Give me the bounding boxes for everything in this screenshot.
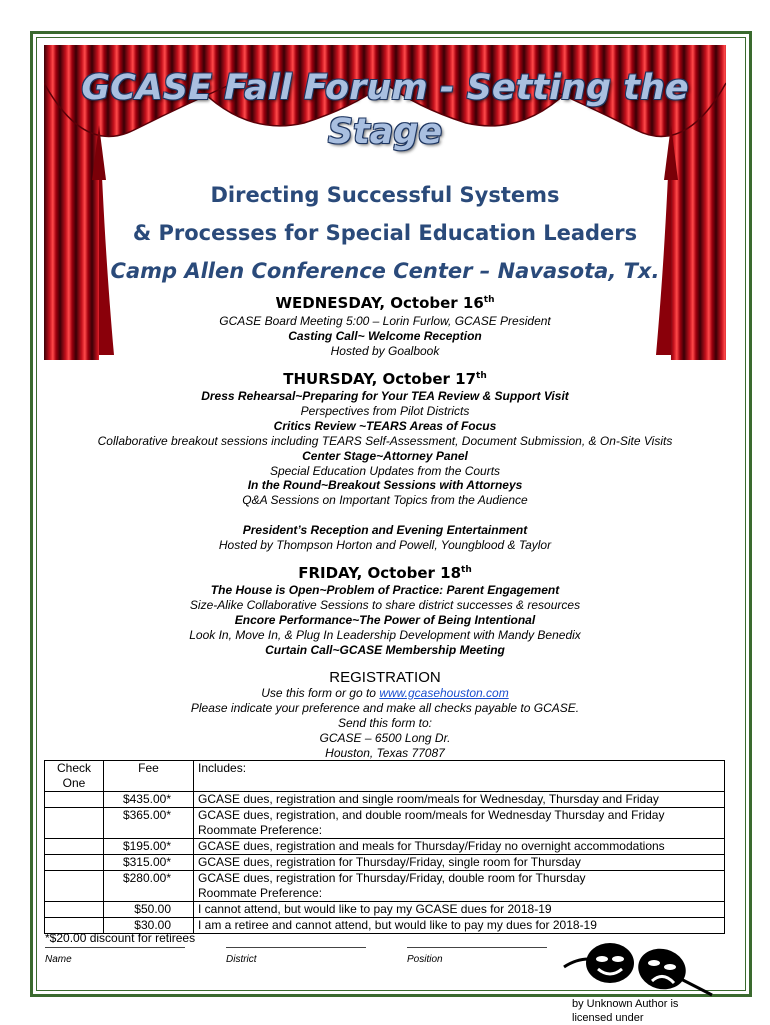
wednesday-agenda-line: Casting Call~ Welcome Reception xyxy=(288,328,482,343)
fee-header: Fee xyxy=(104,761,194,792)
includes-cell xyxy=(194,902,725,918)
includes-cell xyxy=(194,839,725,855)
fee-cell: $30.00 xyxy=(104,918,194,934)
event-title-line2: Stage xyxy=(327,112,443,152)
thursday-agenda-line: Dress Rehearsal~Preparing for Your TEA Review & Support Visit xyxy=(201,389,569,403)
fee-table-row xyxy=(45,808,725,839)
friday-agenda-line: Curtain Call~GCASE Membership Meeting xyxy=(265,642,505,657)
event-title-line1: GCASE Fall Forum - Setting the xyxy=(81,68,689,108)
gcase-website-link[interactable]: www.gcasehouston.com xyxy=(379,686,509,700)
friday-agenda-line: Size-Alike Collaborative Sessions to share district successes & resources xyxy=(189,597,581,612)
check-cell[interactable] xyxy=(45,902,104,918)
includes-line: GCASE dues, registration, and double room/meals for Wednesday Thursday and Friday xyxy=(198,808,665,822)
thursday-agenda-line: In the Round~Breakout Sessions with Attorneys xyxy=(247,478,523,493)
thursday-agenda-line: Center Stage~Attorney Panel xyxy=(302,448,468,463)
check-cell[interactable] xyxy=(45,839,104,855)
includes-line: GCASE dues, registration and meals for Thursday/Friday no overnight accommodations xyxy=(198,839,665,853)
check-cell[interactable] xyxy=(45,808,104,839)
fee-table-row xyxy=(45,871,725,902)
thursday-agenda-line xyxy=(44,508,726,523)
credit-line2: licensed under xyxy=(572,1012,644,1024)
fee-table-row xyxy=(45,839,725,855)
wednesday-agenda-line: GCASE Board Meeting 5:00 – Lorin Furlow, GCASE President xyxy=(219,314,551,328)
fee-cell: $195.00* xyxy=(104,839,194,855)
name-field[interactable] xyxy=(45,947,185,965)
credit-line1: by Unknown Author is xyxy=(572,998,679,1010)
district-label: District xyxy=(226,954,257,965)
fee-table-header xyxy=(45,761,725,792)
includes-cell xyxy=(194,792,725,808)
wednesday-agenda xyxy=(44,314,726,359)
image-credit xyxy=(572,997,722,1025)
thursday-agenda-line: Hosted by Thompson Horton and Powell, Youngblood & Taylor xyxy=(218,538,552,553)
thursday-agenda-line: President’s Reception and Evening Entertainment xyxy=(242,523,528,538)
fee-table xyxy=(44,760,725,934)
fee-table-row xyxy=(45,902,725,918)
friday-agenda-line: Encore Performance~The Power of Being Intentional xyxy=(234,612,536,627)
includes-cell xyxy=(194,808,725,839)
fee-cell: $50.00 xyxy=(104,902,194,918)
includes-header: Includes: xyxy=(194,761,725,792)
friday-heading: FRIDAY, October 18th xyxy=(298,564,472,582)
thursday-agenda-line: Critics Review ~TEARS Areas of Focus xyxy=(273,418,497,433)
fee-cell: $315.00* xyxy=(104,855,194,871)
includes-line: GCASE dues, registration for Thursday/Friday, double room for Thursday xyxy=(198,871,586,885)
subtitle-processes: & Processes for Special Education Leaders xyxy=(132,221,638,245)
fee-cell: $435.00* xyxy=(104,792,194,808)
check-cell[interactable] xyxy=(45,792,104,808)
position-label: Position xyxy=(407,954,443,965)
registration-line1: Use this form or go to www.gcasehouston.com xyxy=(261,686,509,700)
thursday-agenda-line: Q&A Sessions on Important Topics from the Audience xyxy=(242,493,528,508)
includes-cell xyxy=(194,855,725,871)
district-field[interactable] xyxy=(226,947,366,965)
registration-line4: GCASE – 6500 Long Dr. xyxy=(319,731,451,745)
includes-line: GCASE dues, registration for Thursday/Friday, single room for Thursday xyxy=(198,855,581,869)
wednesday-agenda-line: Hosted by Goalbook xyxy=(330,343,440,358)
includes-line: Roommate Preference: xyxy=(198,886,323,900)
registration-title: REGISTRATION xyxy=(329,669,441,686)
registration-instructions xyxy=(44,686,726,761)
friday-agenda-line: Look In, Move In, & Plug In Leadership Development with Mandy Benedix xyxy=(189,627,581,642)
name-label: Name xyxy=(45,954,72,965)
fee-cell: $365.00* xyxy=(104,808,194,839)
fee-table-row xyxy=(45,792,725,808)
registration-line2: Please indicate your preference and make all checks payable to GCASE. xyxy=(190,701,580,715)
registration-line3: Send this form to: xyxy=(337,716,433,730)
thursday-agenda-line: Collaborative breakout sessions including TEARS Self-Assessment, Document Submission, & On-Site Visits xyxy=(97,433,673,448)
event-title xyxy=(44,66,726,154)
subtitle-location: Camp Allen Conference Center – Navasota, Tx. xyxy=(110,259,660,283)
check-cell[interactable] xyxy=(45,871,104,902)
theater-masks-icon xyxy=(562,937,714,999)
thursday-heading: THURSDAY, October 17th xyxy=(283,370,487,388)
includes-line: GCASE dues, registration and single room/meals for Wednesday, Thursday and Friday xyxy=(198,792,659,806)
registration-line5: Houston, Texas 77087 xyxy=(325,746,445,760)
check-cell[interactable] xyxy=(45,855,104,871)
includes-line: I am a retiree and cannot attend, but would like to pay my dues for 2018-19 xyxy=(198,918,597,932)
fee-cell: $280.00* xyxy=(104,871,194,902)
thursday-agenda xyxy=(44,389,726,553)
includes-line: I cannot attend, but would like to pay my GCASE dues for 2018-19 xyxy=(198,902,552,916)
wednesday-heading: WEDNESDAY, October 16th xyxy=(275,294,495,312)
subtitle-systems: Directing Successful Systems xyxy=(210,183,560,207)
friday-agenda xyxy=(44,583,726,658)
retiree-discount-note: *$20.00 discount for retirees xyxy=(45,931,196,945)
includes-cell xyxy=(194,871,725,902)
check-header: Check One xyxy=(45,761,104,792)
friday-agenda-line: The House is Open~Problem of Practice: Parent Engagement xyxy=(210,583,560,597)
includes-line: Roommate Preference: xyxy=(198,823,323,837)
includes-cell xyxy=(194,918,725,934)
thursday-agenda-line: Special Education Updates from the Courts xyxy=(269,463,501,478)
position-field[interactable] xyxy=(407,947,547,965)
fee-table-row xyxy=(45,855,725,871)
thursday-agenda-line: Perspectives from Pilot Districts xyxy=(300,403,470,418)
